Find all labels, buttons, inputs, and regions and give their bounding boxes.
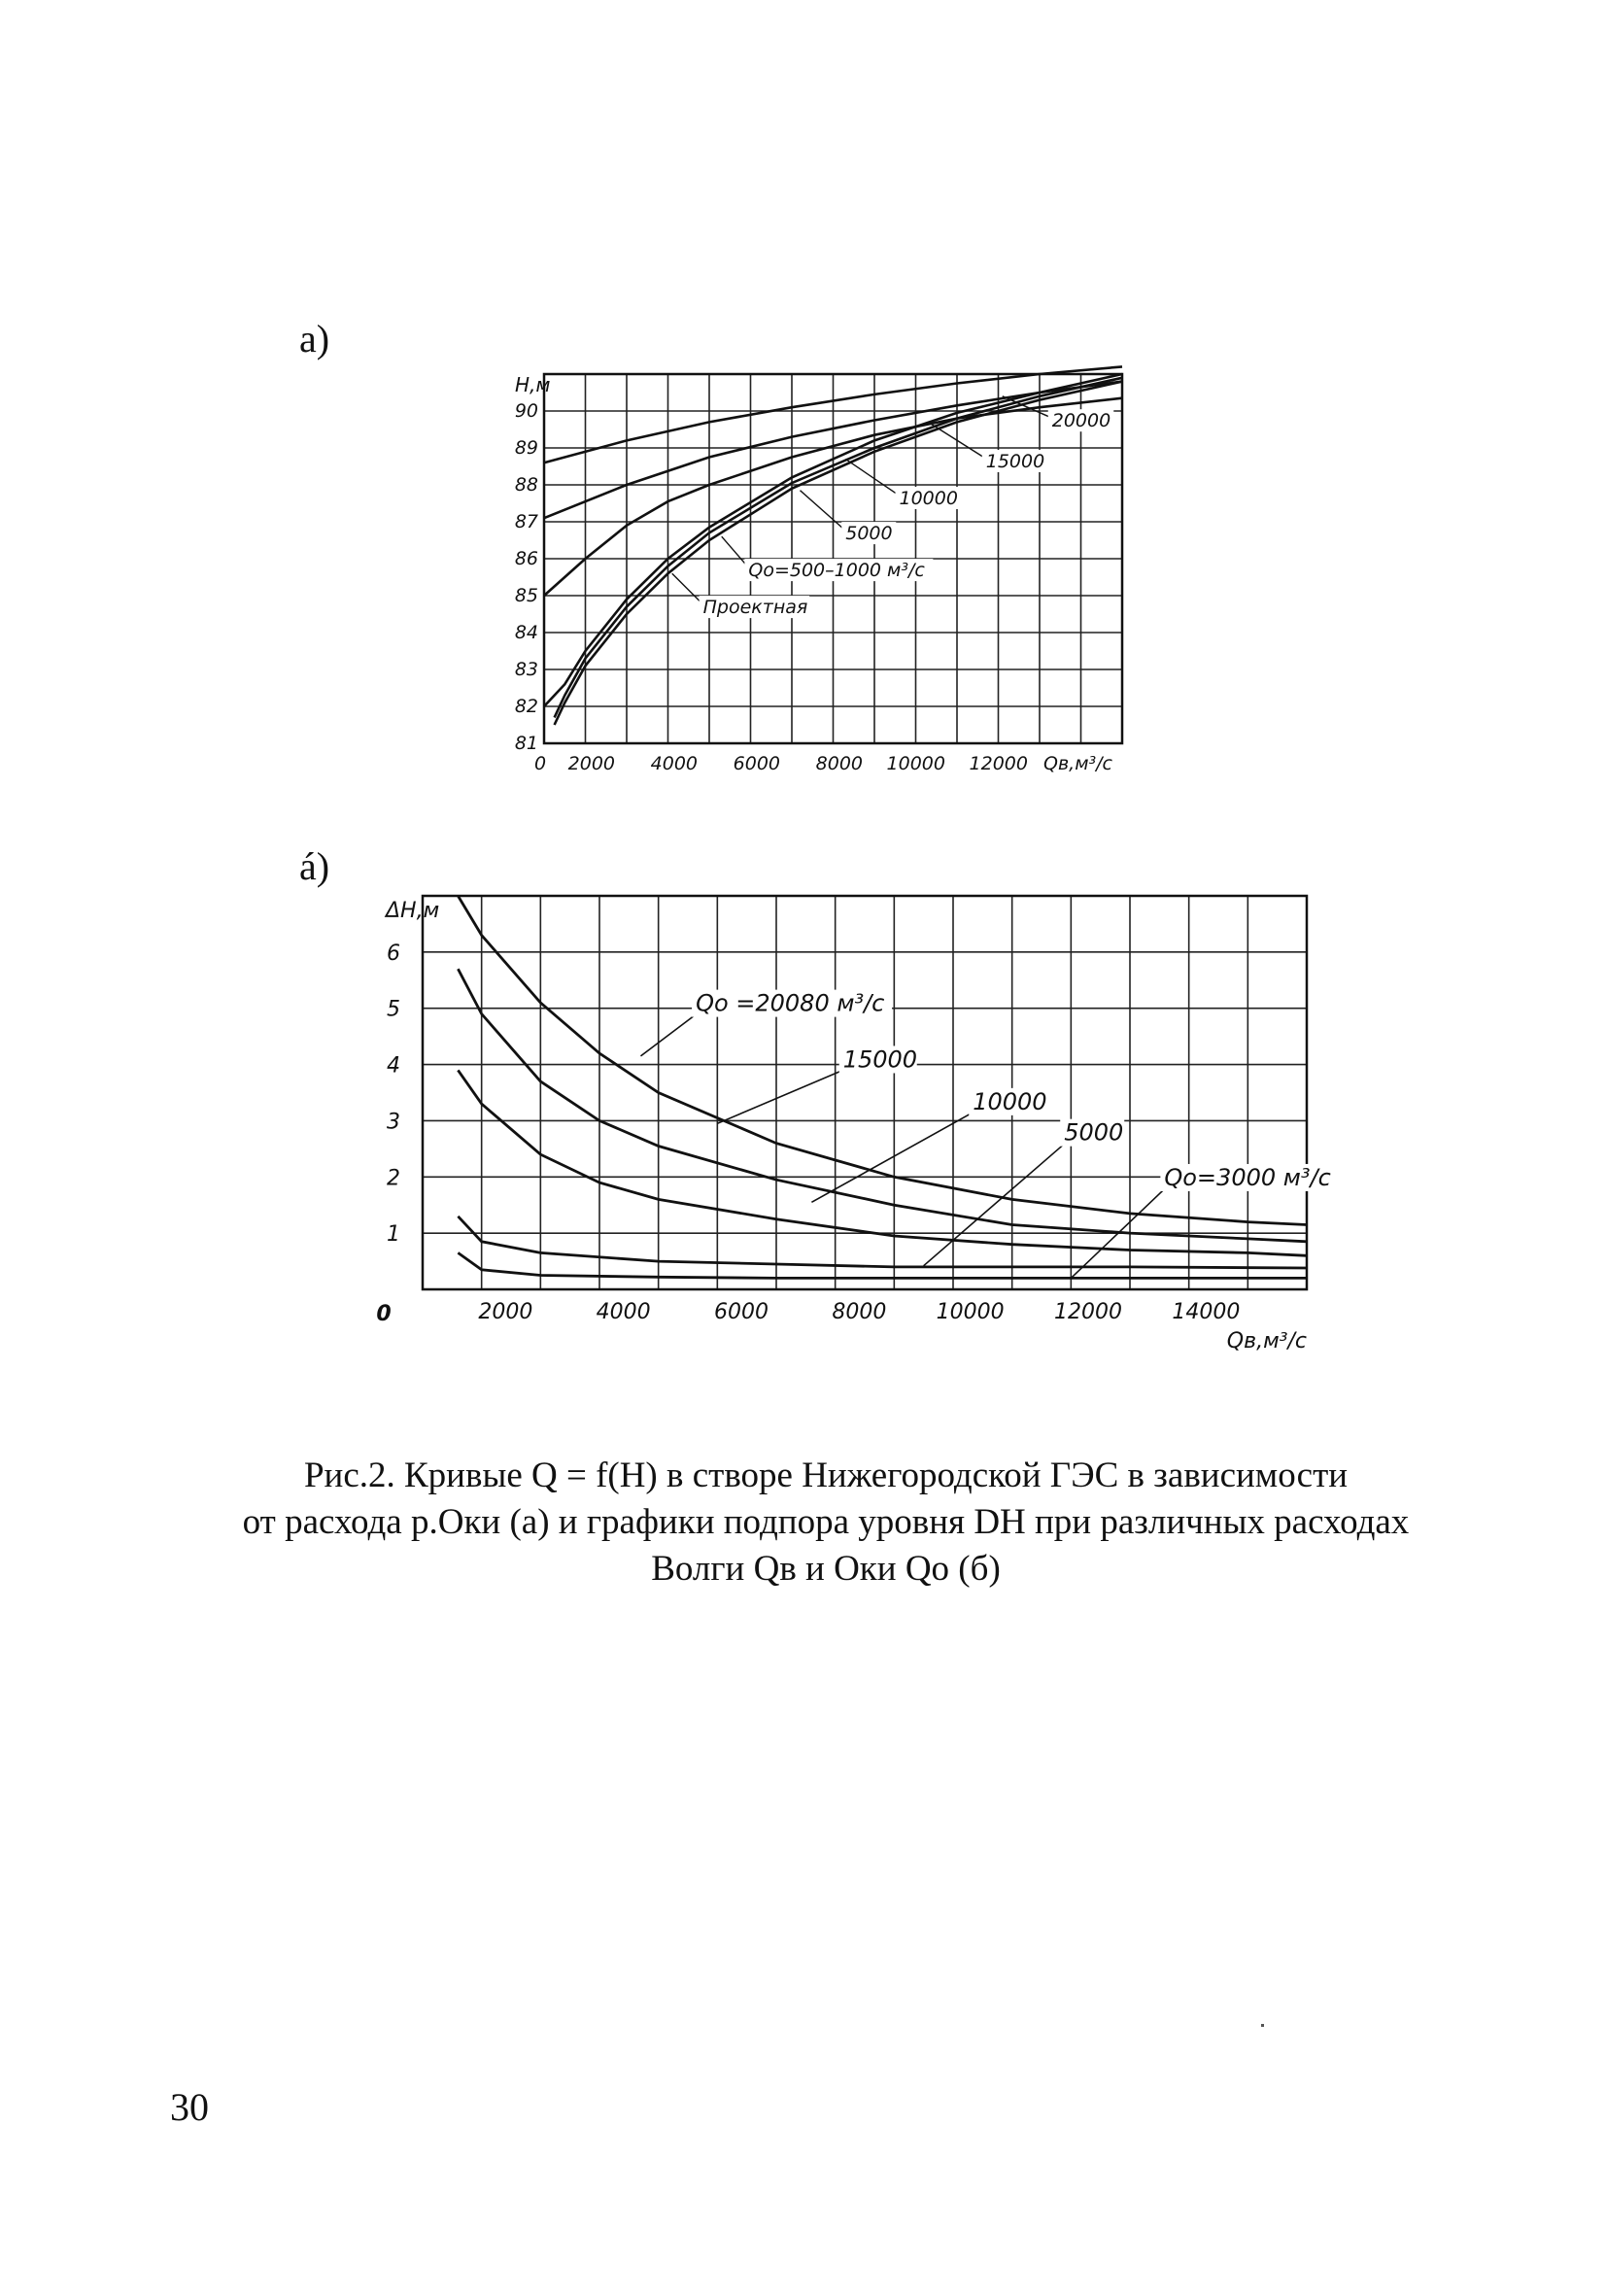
chart-a-x-tick-label: 2000 <box>567 753 615 774</box>
chart-a-y-tick-label: 81 <box>514 733 538 754</box>
chart-b-annotation-label: 10000 <box>973 1087 1047 1115</box>
caption-line-3: Волги Qв и Оки Qо (б) <box>651 1549 1001 1589</box>
chart-b-series-line-3 <box>458 1217 1307 1268</box>
chart-a-annotation-label: Проектная <box>702 597 808 619</box>
chart-a-y-tick-label: 86 <box>514 548 538 569</box>
chart-a-annotation-label: 5000 <box>845 523 893 545</box>
chart-b-y-tick-label: 1 <box>387 1222 400 1248</box>
chart-b-annotation-label: Qо=3000 м³/с <box>1164 1163 1331 1191</box>
chart-b-x-tick-label: 12000 <box>1054 1300 1122 1324</box>
chart-a-x-tick-label: 12000 <box>969 753 1028 774</box>
chart-a-annotation-label: Qо=500–1000 м³/с <box>748 560 925 582</box>
chart-b-annotation-label: 15000 <box>842 1045 918 1074</box>
chart-a-y-tick-label: 84 <box>514 622 538 643</box>
chart-a-y-tick-label: 82 <box>514 696 538 717</box>
chart-a-x-tick-label: 6000 <box>733 753 780 774</box>
chart-a-x-tick-label: 10000 <box>886 753 945 774</box>
figure-caption <box>146 1453 1506 1593</box>
chart-b-backwater-curves <box>369 879 1331 1375</box>
chart-b-y-tick-label: 4 <box>387 1053 400 1079</box>
chart-b-y-tick-label: 2 <box>387 1166 400 1191</box>
chart-a-series-line-0 <box>555 382 1122 725</box>
chart-b-x-tick-label: 6000 <box>714 1300 769 1324</box>
chart-a-y-tick-label: 83 <box>514 659 538 680</box>
chart-b-y-tick-label: 5 <box>387 997 400 1022</box>
caption-line-1: Рис.2. Кривые Q = f(H) в створе Нижегородской ГЭС в зависимости <box>303 1456 1349 1495</box>
chart-a-y-tick-label: 88 <box>514 474 538 496</box>
chart-b-annotation-label: 5000 <box>1064 1118 1124 1147</box>
chart-a-x-tick-label: 8000 <box>815 753 863 774</box>
chart-a-x-tick-label: 4000 <box>650 753 698 774</box>
chart-b-y-tick-label: 6 <box>387 941 400 966</box>
scan-speck <box>1261 2024 1264 2027</box>
chart-b-x-tick-label: 0 <box>376 1302 392 1326</box>
chart-b-annotation-label: Qо =20080 м³/с <box>696 989 885 1017</box>
chart-b-y-axis-label: ΔH,м <box>386 899 440 923</box>
chart-b-x-tick-label: 14000 <box>1172 1300 1241 1324</box>
chart-a-annotation-leader <box>722 536 749 567</box>
chart-a-water-level-curves <box>486 355 1156 792</box>
chart-b-x-axis-label: Qв,м³/с <box>1226 1329 1307 1354</box>
chart-b-x-tick-label: 4000 <box>596 1300 651 1324</box>
chart-a-y-tick-label: 89 <box>514 437 538 459</box>
chart-a-y-axis-label: H,м <box>515 373 551 396</box>
chart-a-annotation-leader <box>845 459 899 496</box>
chart-b-x-tick-label: 8000 <box>832 1300 887 1324</box>
chart-a-x-tick-label: 0 <box>533 753 547 774</box>
caption-line-2: от расхода р.Оки (а) и графики подпора уровня DH при различных расходах <box>242 1502 1410 1542</box>
chart-a-annotation-label: 20000 <box>1051 410 1111 432</box>
chart-a-x-axis-label: Qв,м³/с <box>1043 753 1112 774</box>
chart-a-annotation-leader <box>672 573 703 604</box>
panel-label-a: а) <box>299 317 330 360</box>
chart-a-y-tick-label: 85 <box>514 585 538 606</box>
chart-a-y-tick-label: 87 <box>514 511 538 532</box>
chart-a-annotation-label: 10000 <box>899 488 958 509</box>
chart-b-x-tick-label: 10000 <box>936 1300 1005 1324</box>
chart-b-y-tick-label: 3 <box>387 1110 400 1135</box>
chart-b-x-tick-label: 2000 <box>478 1300 533 1324</box>
panel-label-b: á) <box>299 844 330 888</box>
chart-a-annotation-label: 15000 <box>985 451 1045 472</box>
chart-a-y-tick-label: 90 <box>514 400 538 422</box>
chart-a-annotation-leader <box>801 491 846 531</box>
chart-b-annotation-leader <box>640 1013 698 1056</box>
chart-b-annotation-leader <box>717 1069 844 1123</box>
page-number: 30 <box>170 2085 209 2129</box>
